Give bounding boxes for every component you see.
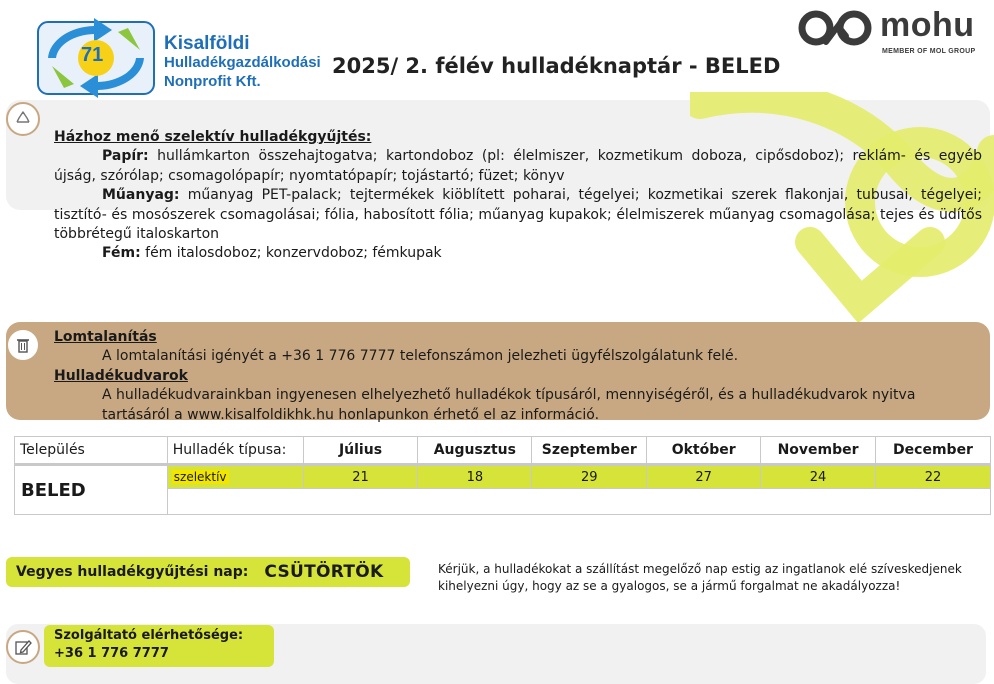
recycle-icon [6, 102, 40, 136]
bin-icon [6, 328, 40, 362]
month-header: November [761, 437, 876, 465]
placement-notice: Kérjük, a hulladékokat a szállítást megelőző nap estig az ingatlanok elé szíveskedjenek kihelyezni úgy, hogy az se a gyalogos, se a jármű forgalmat ne akadályozza! [438, 562, 962, 593]
org-logo [34, 14, 324, 102]
paper-label: Papír: [102, 148, 149, 165]
page-title: 2025/ 2. félév hulladéknaptár - BELED [332, 54, 781, 78]
schedule-table [14, 436, 991, 515]
org-logo-badge: 71 [81, 44, 104, 66]
month-header: Augusztus [418, 437, 532, 465]
mohu-brand-name: mohu [880, 6, 975, 44]
mixed-day-label: Vegyes hulladékgyűjtési nap: [16, 564, 249, 580]
org-name-line: Kisalföldi [164, 33, 250, 54]
mixed-day-value: CSÜTÖRTÖK [264, 562, 384, 582]
mohu-logo-icon [796, 6, 876, 52]
table-row [15, 465, 991, 489]
contact-phone[interactable]: +36 1 776 7777 [54, 646, 169, 661]
month-header: Július [303, 437, 418, 465]
bulky-heading: Lomtalanítás [54, 329, 157, 345]
plastic-label: Műanyag: [102, 187, 180, 204]
plastic-item [54, 186, 982, 244]
plastic-text: műanyag PET-palack; tejtermékek kiöblített poharai, tégelyei; kozmetikai szerek flakonjai, tubusai, tégelyei; tisztító- és mosószerek csomagolásai; fólia, habosított fólia; műanyag kupakok; élelmiszerek műanyag csomagolása; tejes és üdítős többrétegű italoskarton [54, 187, 982, 243]
paper-item [54, 147, 982, 186]
table-header-row [15, 437, 991, 465]
bulky-text: A lomtalanítási igényét a +36 1 776 7777 telefonszámon jelezheti ügyfélszolgálatunk felé. [102, 348, 739, 365]
contact-box [44, 625, 274, 667]
selective-section [54, 128, 982, 264]
org-name-line: Hulladékgazdálkodási [164, 54, 321, 71]
month-header: Szeptember [532, 437, 647, 465]
metal-text: fém italosdoboz; konzervdoboz; fémkupak [140, 245, 442, 262]
date-cell: 21 [303, 465, 418, 489]
yards-text: A hulladékudvarainkban ingyenesen elhelyezhető hulladékok típusáról, mennyiségéről, és a hulladékudvarok nyitva tartásáról a www.kisalfoldikhk.hu honlapunkon érhető el az információ. [102, 387, 916, 423]
waste-type-label: szelektív [173, 470, 227, 484]
empty-cell [167, 489, 990, 515]
date-cell: 24 [761, 465, 876, 489]
yards-heading: Hulladékudvarok [54, 367, 188, 384]
mixed-collection-day [6, 557, 410, 587]
date-cell: 22 [876, 465, 991, 489]
col-type-header: Hulladék típusa: [167, 437, 303, 465]
metal-label: Fém: [102, 245, 141, 262]
month-header: December [876, 437, 991, 465]
month-header: Október [647, 437, 761, 465]
date-cell: 18 [418, 465, 532, 489]
metal-item [54, 244, 982, 263]
col-town-header: Település [15, 437, 168, 465]
town-name: BELED [15, 465, 168, 515]
mohu-brand-sub: MEMBER OF MOL GROUP [882, 48, 976, 55]
contact-label: Szolgáltató elérhetősége: [54, 628, 244, 643]
org-name-line: Nonprofit Kft. [164, 73, 261, 90]
paper-text: hullámkarton összehajtogatva; kartondoboz (pl: élelmiszer, kozmetikum doboza, cipősdoboz); reklám- és egyéb újság, szórólap; csomagolópapír; nyomtatópapír; tojástartó; füzet; könyv [54, 148, 982, 184]
org-name [164, 34, 321, 91]
date-cell: 27 [647, 465, 761, 489]
selective-heading: Házhoz menő szelektív hulladékgyűjtés: [54, 129, 372, 145]
mohu-logo [796, 6, 986, 62]
bulky-section [54, 328, 954, 425]
date-cell: 29 [532, 465, 647, 489]
waste-type-cell [167, 465, 303, 489]
edit-icon [6, 630, 40, 664]
